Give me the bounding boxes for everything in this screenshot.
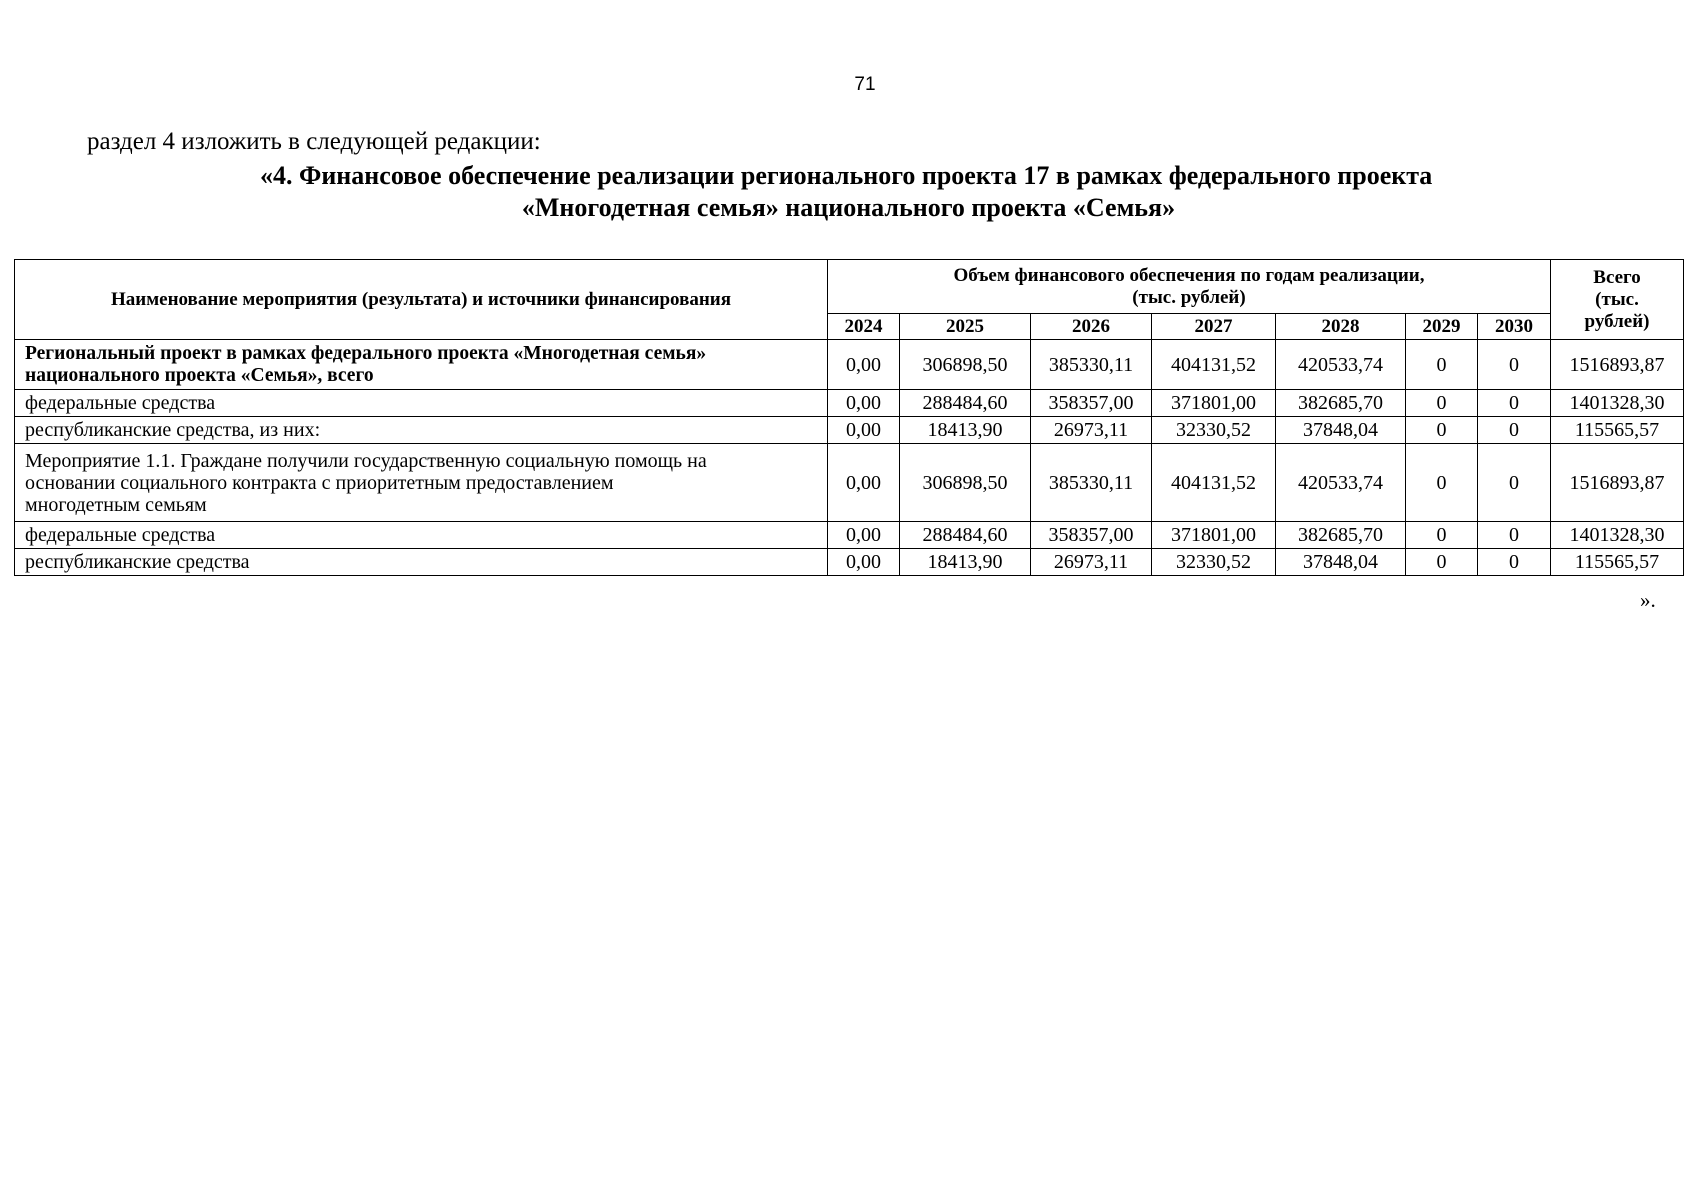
section-heading-line-2: «Многодетная семья» национального проекта «Семья» — [521, 193, 1176, 222]
cell-2027: 404131,52 — [1152, 444, 1276, 522]
cell-2025: 288484,60 — [900, 390, 1031, 417]
row-name — [15, 340, 828, 390]
cell-2028: 37848,04 — [1276, 549, 1406, 576]
cell-2026: 385330,11 — [1031, 444, 1152, 522]
header-volume — [828, 260, 1551, 314]
year-header: 2029 — [1406, 314, 1478, 340]
row-name-line: Мероприятие 1.1. Граждане получили государственную социальную помощь на — [25, 449, 707, 472]
cell-2029: 0 — [1406, 417, 1478, 444]
cell-2024: 0,00 — [828, 522, 900, 549]
row-name: федеральные средства — [15, 522, 828, 549]
cell-total: 115565,57 — [1551, 417, 1684, 444]
cell-2025: 18413,90 — [900, 549, 1031, 576]
cell-2026: 26973,11 — [1031, 417, 1152, 444]
cell-2024: 0,00 — [828, 417, 900, 444]
cell-2028: 420533,74 — [1276, 444, 1406, 522]
cell-2030: 0 — [1478, 390, 1551, 417]
header-total-line-1: Всего — [1593, 266, 1641, 288]
cell-2024: 0,00 — [828, 444, 900, 522]
cell-2026: 26973,11 — [1031, 549, 1152, 576]
cell-2025: 288484,60 — [900, 522, 1031, 549]
cell-total: 115565,57 — [1551, 549, 1684, 576]
cell-2028: 37848,04 — [1276, 417, 1406, 444]
cell-2026: 358357,00 — [1031, 522, 1152, 549]
table-row — [15, 340, 1684, 390]
cell-2027: 404131,52 — [1152, 340, 1276, 390]
cell-total: 1401328,30 — [1551, 522, 1684, 549]
row-name — [15, 444, 828, 522]
cell-2027: 32330,52 — [1152, 549, 1276, 576]
cell-2024: 0,00 — [828, 390, 900, 417]
cell-2030: 0 — [1478, 340, 1551, 390]
cell-2025: 18413,90 — [900, 417, 1031, 444]
year-header: 2030 — [1478, 314, 1551, 340]
row-name-line: многодетным семьям — [25, 493, 207, 516]
page-number: 71 — [854, 74, 876, 95]
cell-2024: 0,00 — [828, 549, 900, 576]
header-volume-line-1: Объем финансового обеспечения по годам реализации, — [953, 264, 1425, 286]
intro-text: раздел 4 изложить в следующей редакции: — [87, 128, 541, 155]
cell-total: 1401328,30 — [1551, 390, 1684, 417]
header-name: Наименование мероприятия (результата) и источники финансирования — [15, 260, 828, 340]
cell-2027: 371801,00 — [1152, 522, 1276, 549]
table-header-row — [15, 260, 1684, 314]
cell-2026: 358357,00 — [1031, 390, 1152, 417]
cell-2029: 0 — [1406, 390, 1478, 417]
cell-2029: 0 — [1406, 549, 1478, 576]
closing-quote: ». — [1640, 588, 1656, 612]
cell-2030: 0 — [1478, 417, 1551, 444]
section-heading — [0, 160, 1697, 224]
cell-2030: 0 — [1478, 522, 1551, 549]
year-header: 2024 — [828, 314, 900, 340]
header-total-line-3: рублей) — [1584, 310, 1650, 332]
cell-2030: 0 — [1478, 549, 1551, 576]
row-name: республиканские средства — [15, 549, 828, 576]
cell-2028: 420533,74 — [1276, 340, 1406, 390]
cell-2029: 0 — [1406, 340, 1478, 390]
cell-2029: 0 — [1406, 444, 1478, 522]
row-name: федеральные средства — [15, 390, 828, 417]
cell-2028: 382685,70 — [1276, 522, 1406, 549]
cell-2027: 32330,52 — [1152, 417, 1276, 444]
row-name-line: основании социального контракта с приоритетным предоставлением — [25, 471, 614, 494]
cell-total: 1516893,87 — [1551, 444, 1684, 522]
table-row — [15, 390, 1684, 417]
row-name: республиканские средства, из них: — [15, 417, 828, 444]
cell-2030: 0 — [1478, 444, 1551, 522]
cell-2028: 382685,70 — [1276, 390, 1406, 417]
section-heading-line-1: «4. Финансовое обеспечение реализации регионального проекта 17 в рамках федерального проекта — [260, 161, 1433, 190]
table-row — [15, 522, 1684, 549]
year-header: 2028 — [1276, 314, 1406, 340]
table-row — [15, 444, 1684, 522]
year-header: 2025 — [900, 314, 1031, 340]
table-row — [15, 417, 1684, 444]
row-name-line: национального проекта «Семья», всего — [25, 364, 374, 386]
cell-2026: 385330,11 — [1031, 340, 1152, 390]
cell-total: 1516893,87 — [1551, 340, 1684, 390]
header-volume-line-2: (тыс. рублей) — [1132, 286, 1246, 308]
header-total-line-2: (тыс. — [1595, 288, 1639, 310]
cell-2025: 306898,50 — [900, 444, 1031, 522]
cell-2025: 306898,50 — [900, 340, 1031, 390]
cell-2024: 0,00 — [828, 340, 900, 390]
year-header: 2027 — [1152, 314, 1276, 340]
financing-table — [14, 259, 1684, 576]
cell-2027: 371801,00 — [1152, 390, 1276, 417]
year-header: 2026 — [1031, 314, 1152, 340]
cell-2029: 0 — [1406, 522, 1478, 549]
table-row — [15, 549, 1684, 576]
header-total — [1551, 260, 1684, 340]
row-name-line: Региональный проект в рамках федерального проекта «Многодетная семья» — [25, 342, 707, 364]
